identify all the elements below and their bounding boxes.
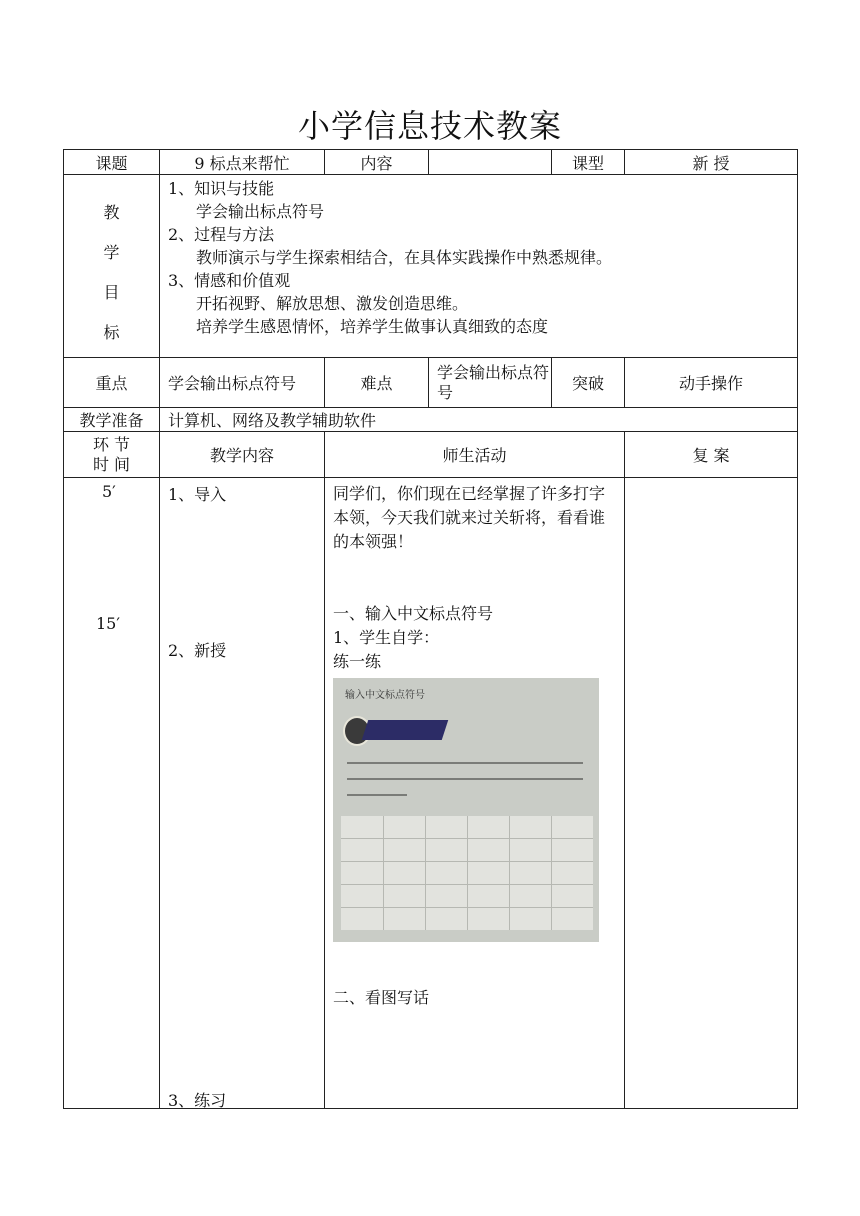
objective-line: 教师演示与学生探索相结合，在具体实践操作中熟悉规律。 (196, 248, 613, 267)
banner-graphic (362, 720, 448, 740)
objectives-label-char: 教 (103, 202, 120, 222)
content-item: 3、练习 (168, 1091, 227, 1110)
topic-value: 9 标点来帮忙 (160, 150, 325, 175)
breakthrough-label: 突破 (552, 358, 625, 408)
text-line (347, 794, 407, 796)
objectives-label-char: 目 (103, 282, 120, 302)
key-point-label: 重点 (64, 358, 160, 408)
text-line (347, 778, 583, 780)
objectives-label-char: 学 (103, 242, 120, 262)
stage-time-header (64, 432, 160, 478)
difficulty-value: 学会输出标点符号 (429, 358, 552, 408)
page-title: 小学信息技术教案 (297, 107, 562, 145)
objectives-row (64, 175, 798, 358)
objective-line: 开拓视野、解放思想、激发创造思维。 (196, 294, 469, 313)
lesson-body-row (64, 478, 798, 1109)
time-header: 时 间 (92, 454, 131, 474)
prep-value: 计算机、网络及教学辅助软件 (160, 408, 798, 432)
review-header: 复 案 (625, 432, 798, 478)
type-label: 课型 (552, 150, 625, 175)
key-point-value: 学会输出标点符号 (160, 358, 325, 408)
photo-caption: 输入中文标点符号 (345, 690, 425, 701)
objectives-content (160, 175, 798, 358)
content-value (429, 150, 552, 175)
prep-label: 教学准备 (64, 408, 160, 432)
intro-text: 同学们，你们现在已经掌握了许多打字本领，今天我们就来过关斩将，看看谁的本领强！ (333, 484, 606, 551)
content-item: 1、导入 (168, 485, 227, 504)
text-line (347, 762, 583, 764)
section-heading: 二、看图写话 (333, 988, 430, 1007)
section-subheading: 1、学生自学： (333, 628, 440, 647)
objective-line: 学会输出标点符号 (196, 202, 325, 221)
objectives-label-cell (64, 175, 160, 358)
objective-line: 3、情感和价值观 (168, 271, 291, 290)
section-heading: 一、输入中文标点符号 (333, 604, 494, 623)
column-header-row (64, 432, 798, 478)
content-label: 内容 (325, 150, 429, 175)
practice-label: 练一练 (333, 652, 382, 671)
focus-row (64, 358, 798, 408)
breakthrough-value: 动手操作 (625, 358, 798, 408)
time-cell (64, 478, 160, 1109)
prep-row (64, 408, 798, 432)
textbook-photo (333, 678, 599, 942)
content-cell (160, 478, 325, 1109)
objective-line: 2、过程与方法 (168, 225, 275, 244)
content-item: 2、新授 (168, 641, 227, 660)
header-row (64, 150, 798, 175)
review-cell (625, 478, 798, 1109)
type-value: 新 授 (625, 150, 798, 175)
time-value: 15′ (96, 614, 120, 633)
activity-cell (325, 478, 625, 1109)
content-header: 教学内容 (160, 432, 325, 478)
lesson-plan-table (63, 149, 798, 1109)
time-value: 5′ (102, 482, 116, 501)
stage-header: 环 节 (92, 434, 131, 454)
punctuation-table-graphic (341, 816, 593, 930)
topic-label: 课题 (64, 150, 160, 175)
difficulty-label: 难点 (325, 358, 429, 408)
objective-line: 培养学生感恩情怀，培养学生做事认真细致的态度 (196, 317, 549, 336)
objectives-label-char: 标 (103, 322, 120, 342)
activity-header: 师生活动 (325, 432, 625, 478)
objective-line: 1、知识与技能 (168, 179, 275, 198)
